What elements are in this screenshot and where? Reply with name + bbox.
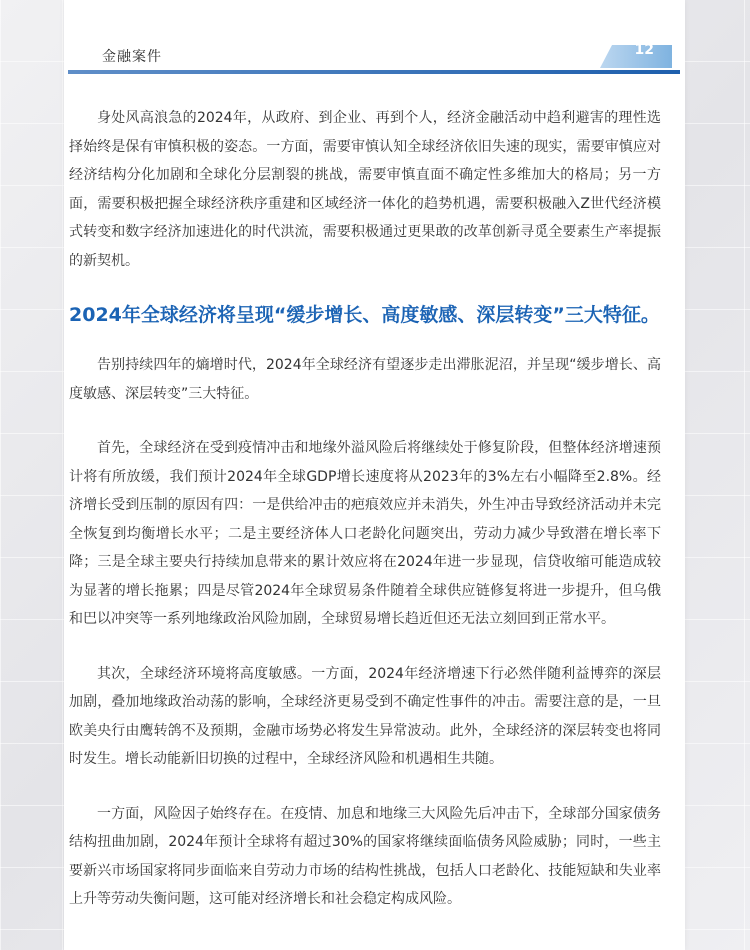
document-page: [64, 0, 685, 950]
paragraph-1: 告别持续四年的熵增时代，2024年全球经济有望逐步走出滞胀泥沼，并呈现“缓步增长、高度敏感、深层转变”三大特征。: [69, 357, 661, 402]
intro-paragraph: 身处风高浪急的2024年，从政府、到企业、再到个人，经济金融活动中趋利避害的理性选择始终是保有审慎积极的姿态。一方面，需要审慎认知全球经济依旧失速的现实，需要审慎应对经济结构分化加剧和全球化分层割裂的挑战，需要审慎直面不确定性多维加大的格局；另一方面，需要积极把握全球经济秩序重建和区域经济一体化的趋势机遇，需要积极融入Z世代经济模式转变和数字经济加速进化的时代洪流，需要积极通过更果敢的改革创新寻觅全要素生产率提振的新契机。: [69, 110, 661, 269]
section-title: 金融案件: [102, 49, 162, 65]
page-number: 12: [634, 42, 654, 58]
paragraph-4: 一方面，风险因子始终存在。在疫情、加息和地缘三大风险先后冲击下，全球部分国家债务结构扭曲加剧，2024年预计全球将有超过30%的国家将继续面临债务风险威胁；同时，一些主要新兴市场国家将同步面临来自劳动力市场的结构性挑战，包括人口老龄化、技能短缺和失业率上升等劳动失衡问题，这可能对经济增长和社会稳定构成风险。: [69, 805, 661, 907]
section-heading: 2024年全球经济将呈现“缓步增长、高度敏感、深层转变”三大特征。: [69, 304, 660, 326]
paragraph-2: 首先，全球经济在受到疫情冲击和地缘外溢风险后将继续处于修复阶段，但整体经济增速预计将有所放缓，我们预计2024年全球GDP增长速度将从2023年的3%左右小幅降至2.8%。经济增长受到压制的原因有四：一是供给冲击的疤痕效应并未消失，外生冲击导致经济活动并未完全恢复到均衡增长水平；二是主要经济体人口老龄化问题突出，劳动力减少导致潜在增长率下降；三是全球主要央行持续加息带来的累计效应将在2024年进一步显现，信贷收缩可能造成较为显著的增长拖累；四是尽管2024年全球贸易条件随着全球供应链修复将进一步提升，但乌俄和巴以冲突等一系列地缘政治风险加剧，全球贸易增长趋近但还无法立刻回到正常水平。: [69, 440, 661, 627]
page-header: [68, 40, 680, 74]
paragraph-3: 其次，全球经济环境将高度敏感。一方面，2024年经济增速下行必然伴随利益博弈的深层加剧，叠加地缘政治动荡的影响，全球经济更易受到不确定性事件的冲击。需要注意的是，一旦欧美央行由鹰转鸽不及预期，金融市场势必将发生异常波动。此外，全球经济的深层转变也将同时发生。增长动能新旧切换的过程中，全球经济风险和机遇相生共随。: [69, 665, 661, 767]
header-divider: [68, 70, 680, 74]
article-body: [69, 104, 661, 940]
